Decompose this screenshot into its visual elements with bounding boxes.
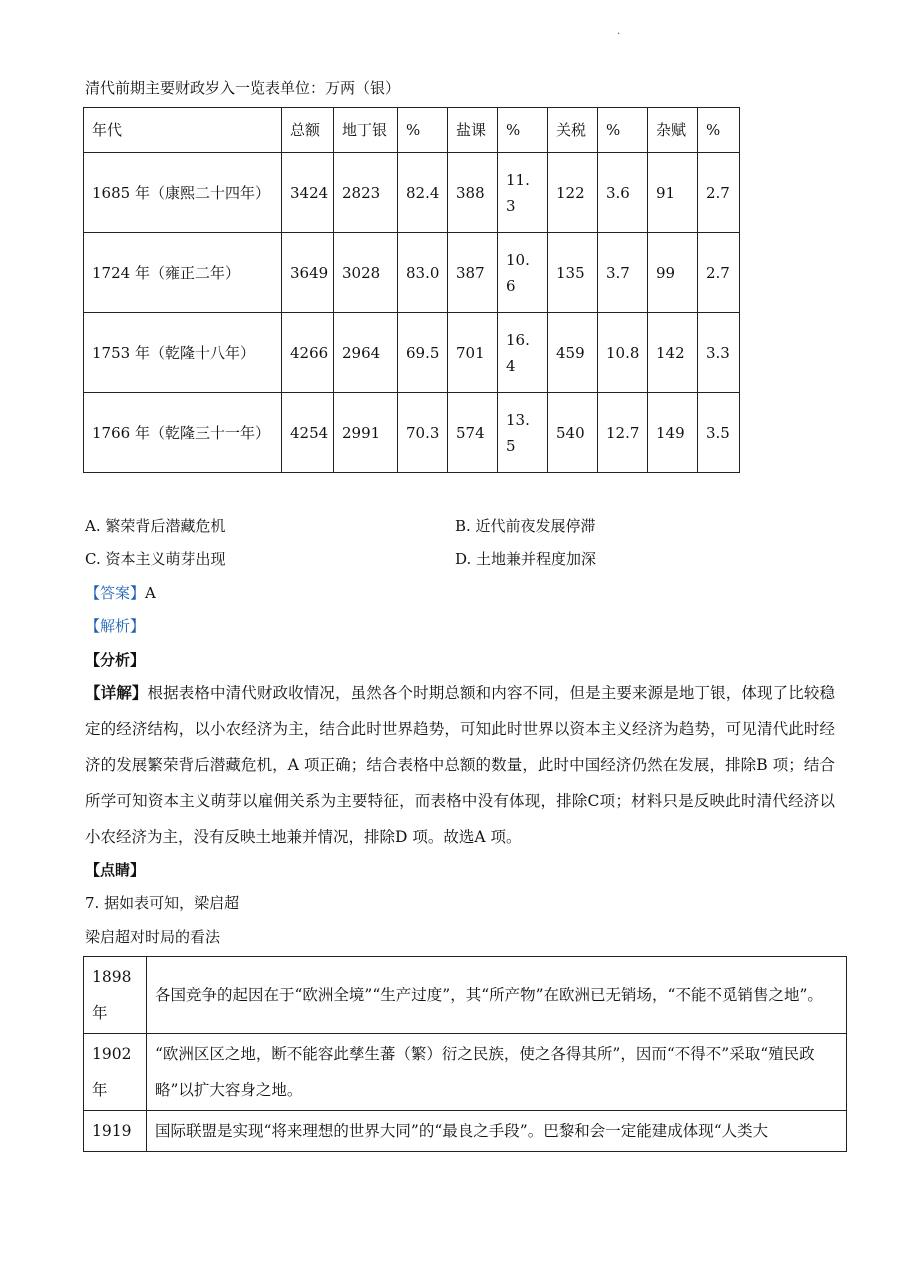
year-text: 1902 年 xyxy=(92,1045,132,1099)
wrap-cell-text: 16.4 xyxy=(506,330,530,375)
table-row xyxy=(84,1111,847,1152)
table1-caption: 清代前期主要财政岁入一览表单位：万两（银） xyxy=(85,79,401,97)
table-cell: 3.3 xyxy=(698,313,740,393)
table-row xyxy=(84,957,847,1034)
page-dot: · xyxy=(617,29,621,40)
table-cell: 12.7 xyxy=(598,393,648,473)
fenxi-label: 【分析】 xyxy=(85,651,146,669)
liang-qichao-views-table xyxy=(83,956,847,1152)
table-row xyxy=(84,313,740,393)
table-cell xyxy=(498,393,548,473)
table-cell: 142 xyxy=(648,313,698,393)
table-cell: 135 xyxy=(548,233,598,313)
header-cell: 盐课 xyxy=(448,108,498,153)
table-cell xyxy=(498,153,548,233)
option-b: B. 近代前夜发展停滞 xyxy=(455,517,596,535)
question-7: 7. 据如表可知，梁启超 xyxy=(85,894,240,912)
view-cell: “欧洲区区之地，断不能容此孳生蕃（繁）衍之民族，使之各得其所”，因而“不得不”采取“殖民政略”以扩大容身之地。 xyxy=(147,1034,847,1111)
table-cell: 540 xyxy=(548,393,598,473)
dianjing-label: 【点睛】 xyxy=(85,861,146,879)
table-row xyxy=(84,1034,847,1111)
year-cell xyxy=(84,957,147,1034)
table-cell: 3649 xyxy=(282,233,334,313)
table-cell: 83.0 xyxy=(398,233,448,313)
view-cell: 国际联盟是实现“将来理想的世界大同”的“最良之手段”。巴黎和会一定能建成体现“人类大 xyxy=(147,1111,847,1152)
table-cell: 2991 xyxy=(334,393,398,473)
table-cell: 69.5 xyxy=(398,313,448,393)
table-cell: 2.7 xyxy=(698,153,740,233)
header-cell: % xyxy=(698,108,740,153)
table-cell: 387 xyxy=(448,233,498,313)
option-a: A. 繁荣背后潜藏危机 xyxy=(85,517,226,535)
detail-text: 根据表格中清代财政收情况，虽然各个时期总额和内容不同，但是主要来源是地丁银，体现了比较稳定的经济结构，以小农经济为主，结合此时世界趋势，可知此时世界以资本主义经济为趋势，可见清代此时经济的发展繁荣背后潜藏危机，A 项正确；结合表格中总额的数量，此时中国经济仍然在发展，排除B 项；结合所学可知资本主义萌芽以雇佣关系为主要特征，而表格中没有体现，排除C项；材料只是反映此时清代经济以小农经济为主，没有反映土地兼并情况，排除D 项。故选A 项。 xyxy=(85,684,835,846)
table-cell: 3.6 xyxy=(598,153,648,233)
header-cell: 地丁银 xyxy=(334,108,398,153)
table-cell xyxy=(498,313,548,393)
view-cell: 各国竞争的起因在于“欧洲全境”“生产过度”，其“所产物”在欧洲已无销场，“不能不觅销售之地”。 xyxy=(147,957,847,1034)
header-cell: 年代 xyxy=(84,108,282,153)
table-cell: 1766 年（乾隆三十一年） xyxy=(84,393,282,473)
table-header-row xyxy=(84,108,740,153)
answer-value: A xyxy=(145,584,156,602)
fiscal-revenue-table xyxy=(83,107,740,473)
table-row xyxy=(84,153,740,233)
option-d: D. 土地兼并程度加深 xyxy=(455,550,597,568)
wrap-cell-text: 11.3 xyxy=(506,170,530,215)
table-cell: 91 xyxy=(648,153,698,233)
table-cell: 4254 xyxy=(282,393,334,473)
table-cell: 3.5 xyxy=(698,393,740,473)
jiexi-label: 【解析】 xyxy=(85,617,146,635)
wrap-cell-text: 10.6 xyxy=(506,250,530,295)
header-cell: % xyxy=(398,108,448,153)
answer-line xyxy=(85,583,156,603)
detail-paragraph xyxy=(85,675,835,855)
table-cell: 2964 xyxy=(334,313,398,393)
table-cell: 99 xyxy=(648,233,698,313)
table-cell: 3424 xyxy=(282,153,334,233)
table-cell: 388 xyxy=(448,153,498,233)
table-cell: 1685 年（康熙二十四年） xyxy=(84,153,282,233)
header-cell: 杂赋 xyxy=(648,108,698,153)
table2-caption: 梁启超对时局的看法 xyxy=(85,928,221,946)
wrap-cell-text: 13.5 xyxy=(506,410,530,455)
option-c: C. 资本主义萌芽出现 xyxy=(85,550,226,568)
table-cell: 2.7 xyxy=(698,233,740,313)
table-cell: 1724 年（雍正二年） xyxy=(84,233,282,313)
table-cell: 122 xyxy=(548,153,598,233)
table-cell: 1753 年（乾隆十八年） xyxy=(84,313,282,393)
table-cell: 3028 xyxy=(334,233,398,313)
table-cell: 459 xyxy=(548,313,598,393)
table-cell: 70.3 xyxy=(398,393,448,473)
detail-label: 【详解】 xyxy=(85,683,148,702)
header-cell: 关税 xyxy=(548,108,598,153)
table-row xyxy=(84,393,740,473)
table-cell: 4266 xyxy=(282,313,334,393)
table-cell: 149 xyxy=(648,393,698,473)
year-cell: 1919 xyxy=(84,1111,147,1152)
answer-label: 【答案】 xyxy=(85,584,146,602)
table-cell: 82.4 xyxy=(398,153,448,233)
year-cell xyxy=(84,1034,147,1111)
table-row xyxy=(84,233,740,313)
table-cell xyxy=(498,233,548,313)
header-cell: % xyxy=(598,108,648,153)
table-cell: 3.7 xyxy=(598,233,648,313)
header-cell: % xyxy=(498,108,548,153)
table-cell: 701 xyxy=(448,313,498,393)
table-cell: 2823 xyxy=(334,153,398,233)
table-cell: 574 xyxy=(448,393,498,473)
header-cell: 总额 xyxy=(282,108,334,153)
table-cell: 10.8 xyxy=(598,313,648,393)
year-text: 1898 年 xyxy=(92,968,132,1022)
